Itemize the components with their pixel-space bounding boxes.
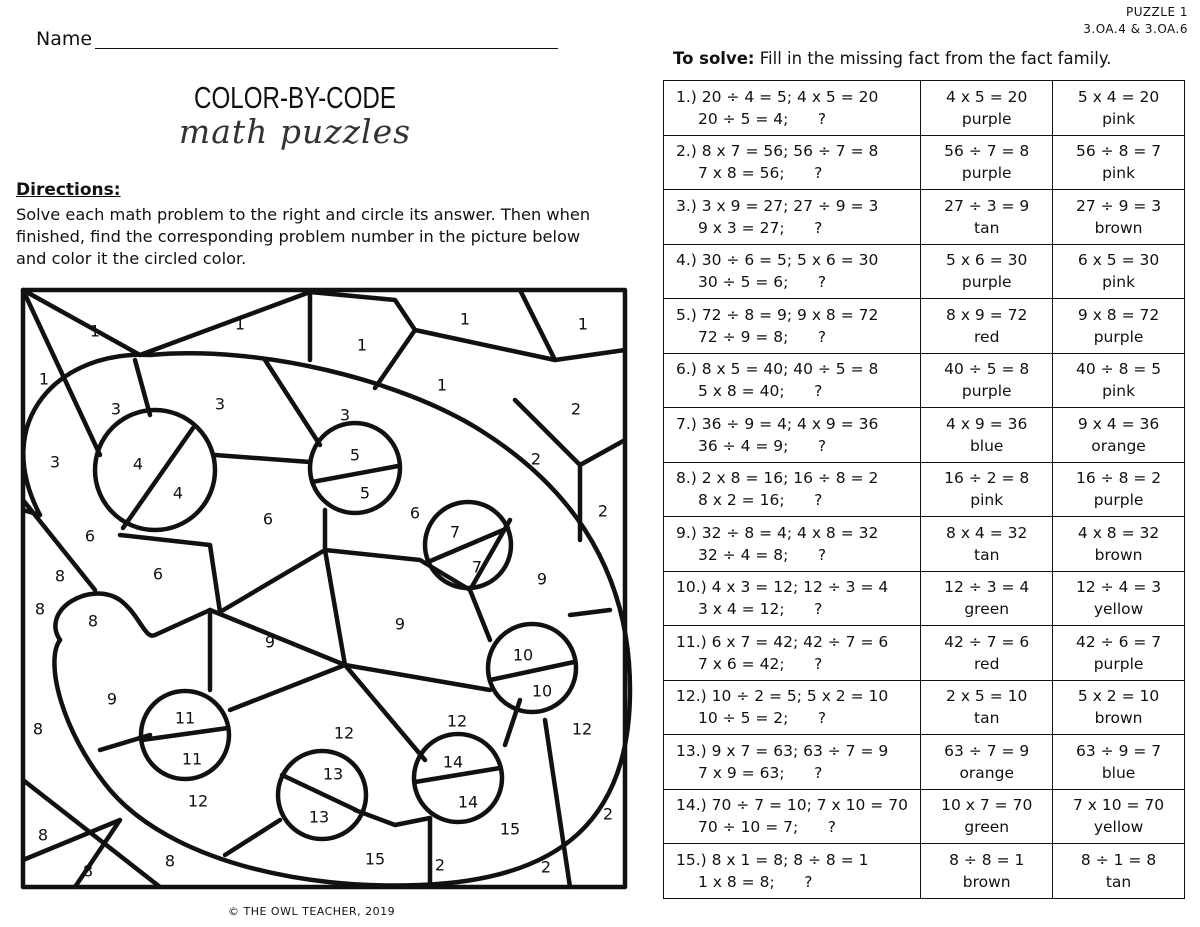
problem-cell (664, 408, 921, 463)
answer-option-a[interactable] (921, 735, 1053, 790)
region-label: 7 (449, 522, 461, 542)
option-a-fact: 8 ÷ 8 = 1 (949, 850, 1025, 869)
answer-option-b[interactable] (1053, 517, 1185, 572)
option-a-color: purple (961, 382, 1012, 401)
option-a-fact: 40 ÷ 5 = 8 (944, 360, 1030, 379)
option-a-fact: 4 x 5 = 20 (946, 87, 1028, 106)
option-a-fact: 2 x 5 = 10 (946, 687, 1028, 706)
problem-line-2: 5 x 8 = 40; ? (698, 382, 823, 401)
option-b-color: brown (1094, 218, 1143, 237)
answer-option-b[interactable] (1053, 626, 1185, 681)
option-a-color: orange (959, 763, 1014, 782)
standards-code: 3.OA.4 & 3.OA.6 (1083, 22, 1188, 36)
problem-line-1: 7.) 36 ÷ 9 = 4; 4 x 9 = 36 (676, 414, 879, 433)
option-b-color: yellow (1093, 600, 1144, 619)
option-a-fact: 10 x 7 = 70 (941, 796, 1033, 815)
region-label: 15 (364, 849, 386, 869)
region-lines-left (23, 500, 210, 640)
answer-option-a[interactable] (921, 789, 1053, 844)
region-label: 5 (359, 483, 371, 503)
answer-option-a[interactable] (921, 462, 1053, 517)
answer-option-b[interactable] (1053, 789, 1185, 844)
problem-cell (664, 81, 921, 136)
problem-line-2: 30 ÷ 5 = 6; ? (698, 273, 827, 292)
option-b-color: brown (1094, 545, 1143, 564)
answer-option-b[interactable] (1053, 353, 1185, 408)
title-line-1: COLOR-BY-CODE (194, 80, 396, 115)
problem-cell (664, 353, 921, 408)
problem-line-1: 8.) 2 x 8 = 16; 16 ÷ 8 = 2 (676, 469, 879, 488)
region-label: 14 (457, 792, 479, 812)
region-label: 5 (349, 445, 361, 465)
option-b-color: orange (1091, 436, 1146, 455)
problem-line-1: 2.) 8 x 7 = 56; 56 ÷ 7 = 8 (676, 142, 879, 161)
problem-row (664, 81, 1185, 136)
problem-cell (664, 135, 921, 190)
region-label: 7 (471, 557, 483, 577)
problem-line-1: 15.) 8 x 1 = 8; 8 ÷ 8 = 1 (676, 850, 869, 869)
option-a-color: brown (962, 872, 1011, 891)
answer-option-b[interactable] (1053, 462, 1185, 517)
option-b-fact: 9 x 4 = 36 (1077, 414, 1160, 433)
region-label: 8 (54, 566, 66, 586)
problem-line-2: 8 x 2 = 16; ? (698, 491, 823, 510)
problem-line-2: 3 x 4 = 12; ? (698, 600, 823, 619)
problem-row (664, 735, 1185, 790)
title-line-2: math puzzles (178, 112, 412, 151)
option-a-color: red (974, 327, 1000, 346)
problem-cell (664, 735, 921, 790)
problem-row (664, 462, 1185, 517)
option-a-fact: 56 ÷ 7 = 8 (944, 142, 1030, 161)
option-b-fact: 4 x 8 = 32 (1077, 523, 1160, 542)
problem-line-1: 11.) 6 x 7 = 42; 42 ÷ 7 = 6 (676, 632, 889, 651)
option-b-color: brown (1094, 709, 1143, 728)
option-b-fact: 7 x 10 = 70 (1072, 796, 1165, 815)
problem-row (664, 517, 1185, 572)
region-label: 8 (32, 719, 44, 739)
region-label: 1 (577, 314, 589, 334)
problem-cell (664, 517, 921, 572)
region-label: 11 (181, 749, 203, 769)
option-a-fact: 8 x 4 = 32 (946, 523, 1028, 542)
instructions-label: To solve: (673, 49, 755, 68)
region-label: 10 (512, 645, 534, 665)
region-label: 12 (446, 711, 468, 731)
region-label: 1 (89, 321, 101, 341)
region-label: 15 (499, 819, 521, 839)
region-label: 3 (49, 452, 61, 472)
problem-row (664, 571, 1185, 626)
option-b-color: yellow (1093, 818, 1144, 837)
region-label: 2 (597, 501, 609, 521)
region-label: 14 (442, 752, 464, 772)
answer-option-a[interactable] (921, 244, 1053, 299)
region-label: 1 (459, 309, 471, 329)
option-a-color: tan (974, 218, 1000, 237)
region-label: 3 (214, 394, 226, 414)
region-label: 9 (394, 614, 406, 634)
region-label: 8 (87, 611, 99, 631)
option-a-fact: 42 ÷ 7 = 6 (944, 632, 1030, 651)
instructions-text: Fill in the missing fact from the fact family. (759, 49, 1112, 68)
answer-option-a[interactable] (921, 190, 1053, 245)
answer-option-a[interactable] (921, 353, 1053, 408)
problem-line-1: 6.) 8 x 5 = 40; 40 ÷ 5 = 8 (676, 360, 879, 379)
answer-option-a[interactable] (921, 135, 1053, 190)
puzzle-header (1083, 4, 1188, 38)
problem-line-1: 1.) 20 ÷ 4 = 5; 4 x 5 = 20 (676, 87, 879, 106)
region-label: 8 (37, 825, 49, 845)
answer-option-b[interactable] (1053, 244, 1185, 299)
problem-row (664, 789, 1185, 844)
circle-4 (95, 410, 215, 530)
answer-option-b[interactable] (1053, 190, 1185, 245)
answer-option-b[interactable] (1053, 299, 1185, 354)
option-a-fact: 12 ÷ 3 = 4 (944, 578, 1030, 597)
option-b-color: purple (1093, 654, 1144, 673)
region-label: 6 (262, 509, 274, 529)
problem-line-2: 32 ÷ 4 = 8; ? (698, 545, 827, 564)
option-a-color: purple (961, 164, 1012, 183)
region-label: 2 (434, 855, 446, 875)
region-label: 6 (409, 503, 421, 523)
fact-family-table (663, 80, 1185, 899)
problem-cell (664, 462, 921, 517)
region-label: 9 (264, 632, 276, 652)
option-b-fact: 42 ÷ 6 = 7 (1076, 632, 1162, 651)
option-b-color: tan (1105, 872, 1132, 891)
answer-option-a[interactable] (921, 571, 1053, 626)
problem-row (664, 844, 1185, 899)
option-b-fact: 56 ÷ 8 = 7 (1076, 142, 1162, 161)
problem-line-1: 9.) 32 ÷ 8 = 4; 4 x 8 = 32 (676, 523, 879, 542)
answer-option-b[interactable] (1053, 408, 1185, 463)
region-label: 13 (308, 807, 330, 827)
problem-line-2: 70 ÷ 10 = 7; ? (698, 818, 837, 837)
region-label: 4 (132, 454, 144, 474)
option-b-fact: 12 ÷ 4 = 3 (1076, 578, 1162, 597)
answer-option-a[interactable] (921, 517, 1053, 572)
problem-line-1: 12.) 10 ÷ 2 = 5; 5 x 2 = 10 (676, 687, 889, 706)
problem-line-2: 10 ÷ 5 = 2; ? (698, 709, 827, 728)
answer-option-b[interactable] (1053, 135, 1185, 190)
option-a-color: red (974, 654, 1000, 673)
problem-line-2: 36 ÷ 4 = 9; ? (698, 436, 827, 455)
option-b-color: pink (1102, 109, 1136, 128)
problem-row (664, 353, 1185, 408)
option-a-color: blue (969, 436, 1004, 455)
problem-row (664, 408, 1185, 463)
region-label: 4 (172, 483, 184, 503)
region-label: 2 (540, 857, 552, 877)
region-label: 3 (339, 405, 351, 425)
answer-option-a[interactable] (921, 408, 1053, 463)
region-label: 9 (106, 689, 118, 709)
option-a-fact: 4 x 9 = 36 (946, 414, 1028, 433)
option-b-fact: 5 x 2 = 10 (1077, 687, 1160, 706)
region-label: 1 (38, 369, 50, 389)
option-a-fact: 63 ÷ 7 = 9 (944, 741, 1030, 760)
region-label: 2 (570, 399, 582, 419)
option-b-fact: 5 x 4 = 20 (1077, 87, 1160, 106)
option-b-color: purple (1093, 491, 1144, 510)
option-a-fact: 27 ÷ 3 = 9 (944, 196, 1030, 215)
region-label: 10 (531, 681, 553, 701)
option-a-fact: 8 x 9 = 72 (946, 305, 1028, 324)
answer-option-a[interactable] (921, 81, 1053, 136)
problem-line-1: 14.) 70 ÷ 7 = 10; 7 x 10 = 70 (676, 796, 908, 815)
region-label: 6 (152, 564, 164, 584)
problem-line-1: 3.) 3 x 9 = 27; 27 ÷ 9 = 3 (676, 196, 879, 215)
option-a-color: green (964, 600, 1010, 619)
option-b-color: blue (1101, 763, 1136, 782)
problem-line-2: 9 x 3 = 27; ? (698, 218, 823, 237)
fact-family-rows (664, 81, 1185, 899)
option-a-color: tan (974, 709, 1000, 728)
problem-cell (664, 844, 921, 899)
problem-cell (664, 571, 921, 626)
answer-option-a[interactable] (921, 680, 1053, 735)
problem-cell (664, 190, 921, 245)
region-label: 13 (322, 764, 344, 784)
problem-row (664, 299, 1185, 354)
copyright: © THE OWL TEACHER, 2019 (228, 905, 396, 918)
answer-option-a[interactable] (921, 626, 1053, 681)
problem-cell (664, 789, 921, 844)
region-label: 8 (82, 861, 94, 881)
option-a-color: purple (961, 109, 1012, 128)
region-label: 8 (34, 599, 46, 619)
option-b-color: pink (1102, 273, 1136, 292)
option-b-fact: 27 ÷ 9 = 3 (1076, 196, 1162, 215)
problem-line-2: 20 ÷ 5 = 4; ? (698, 109, 827, 128)
option-a-color: green (964, 818, 1010, 837)
option-b-fact: 9 x 8 = 72 (1077, 305, 1160, 324)
problem-cell (664, 626, 921, 681)
option-b-fact: 40 ÷ 8 = 5 (1076, 360, 1162, 379)
region-label: 1 (356, 335, 368, 355)
problem-line-1: 4.) 30 ÷ 6 = 5; 5 x 6 = 30 (676, 251, 879, 270)
answer-option-b[interactable] (1053, 735, 1185, 790)
region-label: 12 (333, 723, 355, 743)
problem-line-1: 10.) 4 x 3 = 12; 12 ÷ 3 = 4 (676, 578, 889, 597)
problem-line-2: 1 x 8 = 8; ? (698, 872, 813, 891)
problem-row (664, 244, 1185, 299)
region-label: 3 (110, 399, 122, 419)
answer-option-b[interactable] (1053, 844, 1185, 899)
problem-line-1: 5.) 72 ÷ 8 = 9; 9 x 8 = 72 (676, 305, 879, 324)
option-b-fact: 63 ÷ 9 = 7 (1076, 741, 1162, 760)
option-a-color: purple (961, 273, 1012, 292)
problem-row (664, 190, 1185, 245)
problem-row (664, 680, 1185, 735)
answer-option-b[interactable] (1053, 571, 1185, 626)
region-label: 9 (536, 569, 548, 589)
region-label: 1 (436, 375, 448, 395)
problem-line-2: 7 x 6 = 42; ? (698, 654, 823, 673)
problem-cell (664, 299, 921, 354)
option-b-color: purple (1093, 327, 1144, 346)
region-label: 12 (187, 791, 209, 811)
region-label: 8 (164, 851, 176, 871)
region-label: 2 (602, 804, 614, 824)
answer-option-b[interactable] (1053, 680, 1185, 735)
problem-line-2: 72 ÷ 9 = 8; ? (698, 327, 827, 346)
region-label: 12 (571, 719, 593, 739)
region-label: 11 (174, 708, 196, 728)
problem-line-2: 7 x 8 = 56; ? (698, 164, 823, 183)
option-a-color: tan (974, 545, 1000, 564)
option-b-color: pink (1102, 382, 1136, 401)
directions-text: Solve each math problem to the right and circle its answer. Then when finished, find the corresponding problem number in the picture below and color it the circled color. (16, 205, 591, 268)
region-label: 6 (84, 526, 96, 546)
puzzle-number: PUZZLE 1 (1126, 5, 1188, 19)
option-b-fact: 6 x 5 = 30 (1077, 251, 1160, 270)
problem-row (664, 626, 1185, 681)
region-label: 2 (530, 449, 542, 469)
picture-frame (23, 290, 625, 887)
problem-cell (664, 680, 921, 735)
option-a-fact: 16 ÷ 2 = 8 (944, 469, 1030, 488)
problem-cell (664, 244, 921, 299)
region-lines-inner (100, 360, 610, 825)
name-label: Name (36, 28, 93, 50)
instructions (673, 49, 1111, 68)
answer-option-b[interactable] (1053, 81, 1185, 136)
problem-line-2: 7 x 9 = 63; ? (698, 763, 823, 782)
directions-heading: Directions: (16, 180, 121, 200)
option-b-fact: 8 ÷ 1 = 8 (1080, 850, 1157, 869)
option-b-color: pink (1102, 164, 1136, 183)
option-b-fact: 16 ÷ 8 = 2 (1076, 469, 1162, 488)
option-a-color: pink (970, 491, 1004, 510)
answer-option-a[interactable] (921, 844, 1053, 899)
region-label: 1 (234, 314, 246, 334)
answer-option-a[interactable] (921, 299, 1053, 354)
problem-line-1: 13.) 9 x 7 = 63; 63 ÷ 7 = 9 (676, 741, 889, 760)
option-a-fact: 5 x 6 = 30 (946, 251, 1028, 270)
problem-row (664, 135, 1185, 190)
